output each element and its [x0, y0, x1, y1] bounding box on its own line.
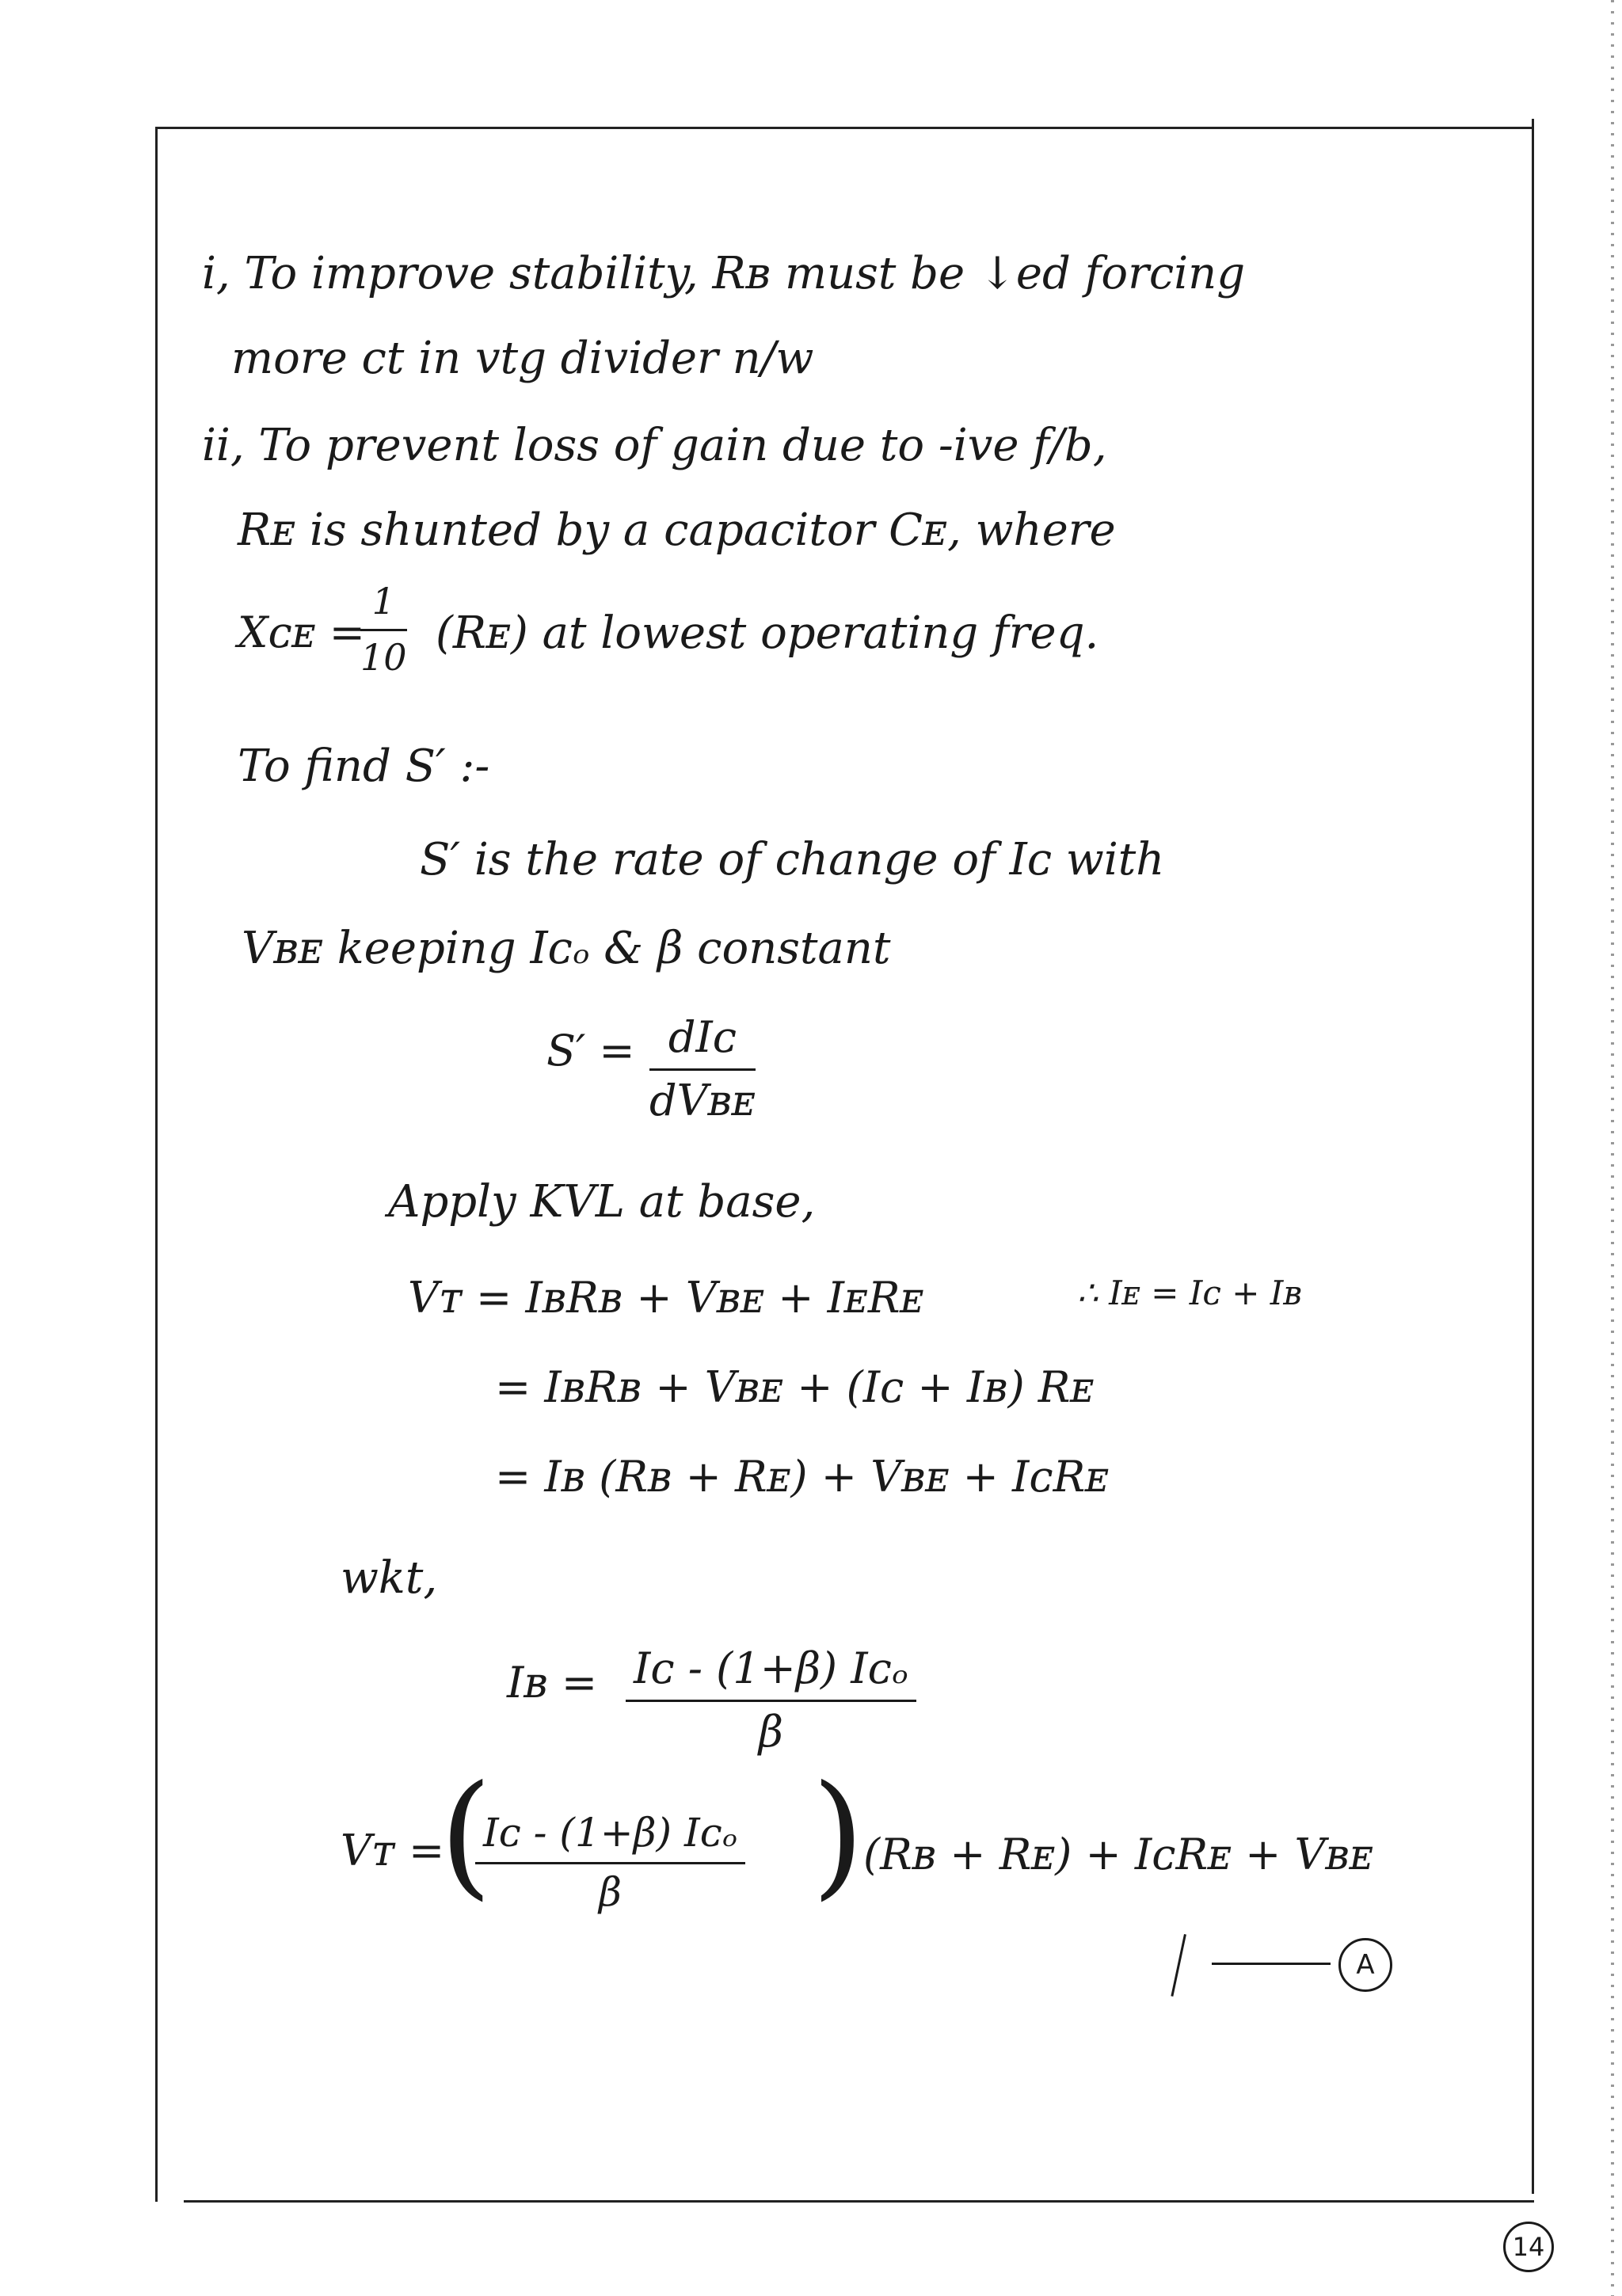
xce-rest: (Rᴇ) at lowest operating freq.	[436, 607, 1099, 659]
xce-numerator: 1	[360, 580, 407, 631]
vt-final-denominator: β	[599, 1869, 622, 1915]
kvl-heading: Apply KVL at base,	[388, 1176, 816, 1228]
page-border-right	[1532, 119, 1534, 2194]
vt-note: ∴ Iᴇ = Iᴄ + Iʙ	[1077, 1274, 1303, 1312]
xce-fraction	[360, 580, 407, 679]
vt-final-fraction	[475, 1810, 745, 1915]
s-prime-fraction	[649, 1012, 756, 1125]
marker-leader-line	[1212, 1963, 1331, 1965]
point-ii-line-1: ii, To prevent loss of gain due to -ive f/b,	[202, 420, 1107, 471]
page-border-bottom	[184, 2200, 1534, 2203]
left-paren: (	[440, 1757, 493, 1913]
point-ii-line-2: Rᴇ is shunted by a capacitor Cᴇ, where	[238, 505, 1116, 556]
page-border-top	[155, 127, 1532, 129]
marker-tick	[1171, 1934, 1186, 1997]
page-border-left	[155, 127, 158, 2202]
point-i-line-1: i, To improve stability, Rʙ must be ↓ed forcing	[202, 248, 1246, 299]
vt-equation-3: = Iʙ (Rʙ + Rᴇ) + Vʙᴇ + IᴄRᴇ	[495, 1452, 1110, 1502]
ib-denominator: β	[758, 1707, 783, 1757]
vt-final-lhs: Vᴛ =	[341, 1826, 445, 1875]
definition-line-2: Vʙᴇ keeping Iᴄₒ & β constant	[242, 923, 891, 974]
page-number: 14	[1503, 2222, 1554, 2272]
vt-equation-2: = IʙRʙ + Vʙᴇ + (Iᴄ + Iʙ) Rᴇ	[495, 1362, 1095, 1412]
ib-numerator: Iᴄ - (1+β) Iᴄₒ	[626, 1643, 916, 1702]
wkt-label: wkt,	[341, 1552, 438, 1604]
vt-final-rest: (Rʙ + Rᴇ) + IᴄRᴇ + Vʙᴇ	[863, 1830, 1373, 1879]
definition-line-1: S′ is the rate of change of Iᴄ with	[420, 834, 1165, 885]
ib-lhs: Iʙ =	[507, 1658, 598, 1708]
vt-final-numerator: Iᴄ - (1+β) Iᴄₒ	[475, 1810, 745, 1864]
s-prime-numerator: dIᴄ	[649, 1012, 756, 1071]
xce-denominator: 10	[360, 636, 407, 679]
scan-edge-marks	[1611, 0, 1614, 2296]
s-prime-denominator: dVʙᴇ	[649, 1076, 756, 1125]
point-i-line-2: more ct in vtg divider n/w	[231, 333, 814, 384]
right-paren: )	[812, 1757, 865, 1913]
s-prime-lhs: S′ =	[546, 1026, 635, 1076]
equation-marker-a: A	[1338, 1938, 1392, 1992]
xce-lhs: Xᴄᴇ =	[238, 607, 365, 657]
vt-equation-1: Vᴛ = IʙRʙ + Vʙᴇ + IᴇRᴇ	[408, 1273, 924, 1323]
heading-to-find-s-prime: To find S′ :-	[238, 741, 490, 792]
ib-fraction	[626, 1643, 916, 1757]
